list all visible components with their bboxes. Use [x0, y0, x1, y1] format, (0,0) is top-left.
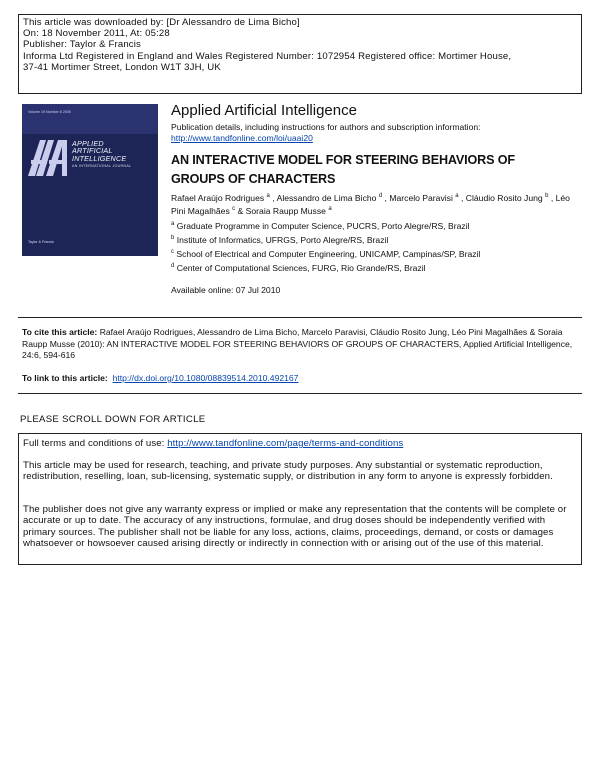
divider — [18, 393, 582, 394]
cover-publisher: Taylor & Francis — [28, 240, 54, 244]
affiliation-text: School of Electrical and Computer Engineering, UNICAMP, Campinas/SP, Brazil — [176, 249, 481, 259]
cover-title-line: INTELLIGENCE — [72, 153, 127, 163]
author-affiliation-mark: a — [455, 193, 459, 199]
author-affiliation-mark: d — [378, 193, 383, 199]
author-affiliation-mark: a — [328, 205, 332, 212]
author-separator: , — [458, 193, 466, 203]
download-info-box — [18, 14, 582, 94]
journal-cover-image — [22, 104, 158, 256]
cite-text: Rafael Araújo Rodrigues, Alessandro de Lima Bicho, Marcelo Paravisi, Cláudio Rosito Jung, Léo Pini Magalhães & Soraia Raupp Musse (2010): AN INTERACTIVE MODEL FOR STEERING BEHAVIORS OF GROUPS OF CHARACTERS, Applied Artificial Intelligence, 24:6, 594-616 — [22, 327, 573, 361]
cover-subtitle: AN INTERNATIONAL JOURNAL — [72, 164, 132, 168]
cover-volume-info: Volume 19 Number 8 2005 — [28, 110, 71, 114]
affiliation-text: Center of Computational Sciences, FURG, Rio Grande/RS, Brazil — [176, 263, 426, 273]
download-info-line: Publisher: Taylor & Francis — [23, 39, 141, 51]
available-online-date: Available online: 07 Jul 2010 — [171, 285, 281, 295]
terms-line — [23, 438, 575, 449]
affiliation — [171, 221, 470, 231]
author-separator: & — [235, 205, 246, 216]
author-affiliation-mark: b — [545, 193, 549, 199]
author-affiliation-mark: a — [266, 193, 270, 199]
affiliation — [171, 249, 480, 259]
cover-title — [72, 140, 126, 162]
divider — [18, 317, 582, 318]
link-label: To link to this article: — [22, 373, 108, 383]
terms-box — [18, 433, 582, 565]
terms-paragraph: This article may be used for research, teaching, and private study purposes. Any substantial or systematic reproduction, redistribution, reselling, loan, sub-licensing, systematic supply, or distribution in any form to anyone is expressly forbidden. — [23, 460, 553, 483]
terms-label: Full terms and conditions of use: — [23, 438, 165, 449]
scroll-notice: PLEASE SCROLL DOWN FOR ARTICLE — [20, 414, 206, 425]
cover-title-line: APPLIED — [72, 139, 104, 148]
citation-block — [22, 327, 580, 362]
download-info-line: This article was downloaded by: [Dr Alessandro de Lima Bicho] — [23, 17, 300, 28]
article-title-line: AN INTERACTIVE MODEL FOR STEERING BEHAVIORS OF — [171, 153, 515, 167]
affiliation-mark: a — [171, 221, 175, 227]
article-link-row — [22, 373, 298, 383]
affiliation — [171, 235, 388, 245]
affiliation-text: Institute of Informatics, UFRGS, Porto Alegre/RS, Brazil — [176, 235, 389, 245]
article-title-line: GROUPS OF CHARACTERS — [171, 171, 336, 186]
author-name: Alessandro de Lima Bicho — [276, 193, 377, 203]
author-name: Soraia Raupp Musse — [245, 205, 326, 216]
author-name: Cláudio Rosito Jung — [465, 193, 543, 203]
cover-title-line: ARTIFICIAL — [72, 146, 113, 156]
aai-logo-icon — [22, 104, 158, 256]
author-list — [171, 192, 576, 217]
journal-name: Applied Artificial Intelligence — [171, 102, 357, 119]
journal-link[interactable]: http://www.tandfonline.com/loi/uaai20 — [171, 133, 313, 143]
affiliation-mark: d — [171, 263, 175, 269]
doi-link[interactable]: http://dx.doi.org/10.1080/08839514.2010.492167 — [112, 373, 299, 383]
author-name: Marcelo Paravisi — [389, 193, 453, 203]
author-name: Léo Pini Magalhães — [171, 193, 570, 216]
download-info-line: 37-41 Mortimer Street, London W1T 3JH, UK — [23, 61, 221, 73]
download-info-line: On: 18 November 2011, At: 05:28 — [23, 28, 170, 40]
cite-label: To cite this article: — [22, 327, 98, 337]
author-separator: , — [548, 193, 556, 203]
download-info-line: Informa Ltd Registered in England and Wales Registered Number: 1072954 Registered office: Mortimer House, — [23, 50, 512, 62]
affiliation-text: Graduate Programme in Computer Science, PUCRS, Porto Alegre/RS, Brazil — [176, 221, 470, 231]
affiliation-mark: b — [171, 235, 175, 241]
terms-link[interactable]: http://www.tandfonline.com/page/terms-and-conditions — [167, 438, 404, 449]
author-affiliation-mark: c — [232, 205, 236, 212]
author-separator: , — [269, 193, 277, 203]
affiliation — [171, 263, 426, 273]
author-name: Rafael Araújo Rodrigues — [171, 193, 265, 203]
affiliation-mark: c — [171, 249, 174, 255]
article-title — [171, 151, 571, 188]
terms-paragraph: The publisher does not give any warranty express or implied or make any representation that the contents will be complete or accurate or up to date. The accuracy of any instructions, formulae, and drug doses should be independently verified with primary sources. The publisher shall not be liable for any loss, actions, claims, proceedings, demand, or costs or damages whatsoever or howsoever caused arising directly or indirectly in connection with or arising out of the use of this material. — [23, 504, 567, 549]
publication-details: Publication details, including instructions for authors and subscription information: — [171, 122, 481, 132]
author-separator: , — [382, 193, 390, 203]
